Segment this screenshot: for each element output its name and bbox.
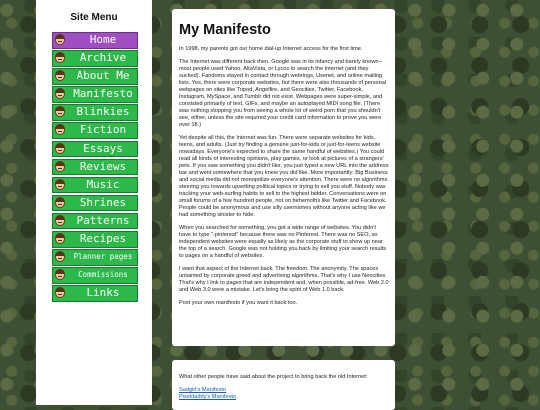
menu-blinkies-button[interactable]: [52, 104, 138, 121]
face-icon: [55, 216, 65, 226]
menu-music-button[interactable]: [52, 177, 138, 194]
manifesto-link[interactable]: Pixeldaddy's Manifesto: [179, 394, 237, 400]
face-icon: [55, 234, 65, 244]
manifesto-paragraph: In 1998, my parents got our home dial-up Internet access for the first time.: [179, 46, 363, 52]
menu-label: Links: [86, 286, 120, 300]
face-icon: [55, 53, 65, 63]
menu-planner-pages-button[interactable]: [52, 249, 138, 266]
comments-intro: What other people have said about the project to bring back the old Internet:: [179, 374, 368, 380]
face-icon: [55, 252, 65, 262]
face-icon: [55, 107, 65, 117]
manifesto-panel: [172, 9, 395, 346]
menu-recipes-button[interactable]: [52, 231, 138, 248]
face-icon: [55, 89, 65, 99]
face-icon: [55, 71, 65, 81]
face-icon: [55, 180, 65, 190]
menu-shrines-button[interactable]: [52, 195, 138, 212]
face-icon: [55, 162, 65, 172]
manifesto-paragraph: Yet despite all this, the Internet was fun. There were separate websites for kids, teens, and adults. (Just try finding a genuine just-for-kids or just-for-teens website nowadays. Everyone's expected to share the same handful of websites.) You could read all kinds of interesting opinions, play games, or look at pictures of a strangers' pets. If you saw something you didn't like, you just typed a new URL into the address bar and went somewhere that you knew you did like. More importantly: Big Business and social media did not monopolize everyone's attention. There were no algorithms steering you towards upsetting political topics or trying to sell you stuff. Nobody was tracking your web-surfing habits to sell to the highest bidder. Conversations were on small forums of a few hundred people, not on behemoths like Twitter and Facebook. People could be anonymous and use silly usernames without anyone acting like we had something sinister to hide.: [179, 135, 389, 218]
site-menu: [52, 32, 138, 303]
menu-essays-button[interactable]: [52, 141, 138, 158]
menu-label: About Me: [76, 69, 130, 83]
menu-label: Music: [86, 177, 120, 191]
menu-label: Manifesto: [73, 87, 133, 101]
menu-home-button[interactable]: [52, 32, 138, 49]
manifesto-paragraph: Post your own manifesto if you want it back too.: [179, 300, 298, 306]
page-title: My Manifesto: [179, 22, 271, 38]
menu-label: Patterns: [76, 213, 130, 227]
sidebar-title: Site Menu: [70, 12, 118, 23]
face-icon: [55, 198, 65, 208]
comments-panel: [172, 360, 395, 410]
face-icon: [55, 270, 65, 280]
menu-label: Fiction: [79, 123, 127, 137]
sidebar: [36, 0, 152, 405]
menu-label: Reviews: [79, 159, 127, 173]
menu-label: Recipes: [79, 232, 127, 246]
manifesto-link[interactable]: Sadgirl's Manifesto: [179, 387, 227, 393]
menu-links-button[interactable]: [52, 285, 138, 302]
manifesto-paragraph: The Internet was different back then. Google was in its infancy and barely known--most people used Yahoo, AltaVista, or Lycos to search the Internet (and they sucked). Fandoms stayed in contact through webrings, Usenet, and online mailing lists. Yes, there were corporate websites, but there were also thousands of personal webpages on sites like Tripod, Angelfire, and Geocities. Twitter, Facebook, Instagram, MySpace, and Tumblr did not exist. Webpages were super-simple, and consisted primarily of text, GIFs, and maybe an autoplayed MIDI song file. (There was nothing stopping you from seeing a whole lot of weird porn that you shouldn't see, either, unless the site required your credit card information to prove you were over 18.): [179, 59, 387, 128]
face-icon: [55, 288, 65, 298]
manifesto-paragraph: I want that aspect of the Internet back. The freedom. The anonymity. The spaces untainted by corporate greed and advertising algorithms. That's why I use Neocities. That's why I link to pages that are independent and, when possible, ad-free. Web 2.0 and Web 3.0 were a mistake. Let's bring the spirit of Web 1.0 back.: [179, 266, 389, 293]
menu-commissions-button[interactable]: [52, 267, 138, 284]
menu-about-me-button[interactable]: [52, 68, 138, 85]
face-icon: [55, 35, 65, 45]
menu-patterns-button[interactable]: [52, 213, 138, 230]
menu-label: Essays: [83, 141, 123, 155]
menu-label: Shrines: [79, 195, 127, 209]
menu-label: Blinkies: [76, 105, 130, 119]
menu-label: Home: [89, 33, 117, 46]
menu-archive-button[interactable]: [52, 50, 138, 67]
face-icon: [55, 125, 65, 135]
menu-fiction-button[interactable]: [52, 122, 138, 139]
menu-label: Archive: [79, 51, 127, 65]
menu-label: Planner pages: [73, 252, 133, 262]
face-icon: [55, 144, 65, 154]
menu-manifesto-button[interactable]: [52, 86, 138, 103]
menu-reviews-button[interactable]: [52, 159, 138, 176]
menu-label: Commissions: [78, 270, 128, 280]
manifesto-paragraph: When you searched for something, you got a wide range of websites. You didn't have to type "-pinterest" because there was no Pinterest. There was no SEO, so independent websites were equally as likely as the corporate stuff to show up near the top of a search. Google was not holding you back by limiting your search results to pages on a handful of websites.: [179, 225, 387, 259]
